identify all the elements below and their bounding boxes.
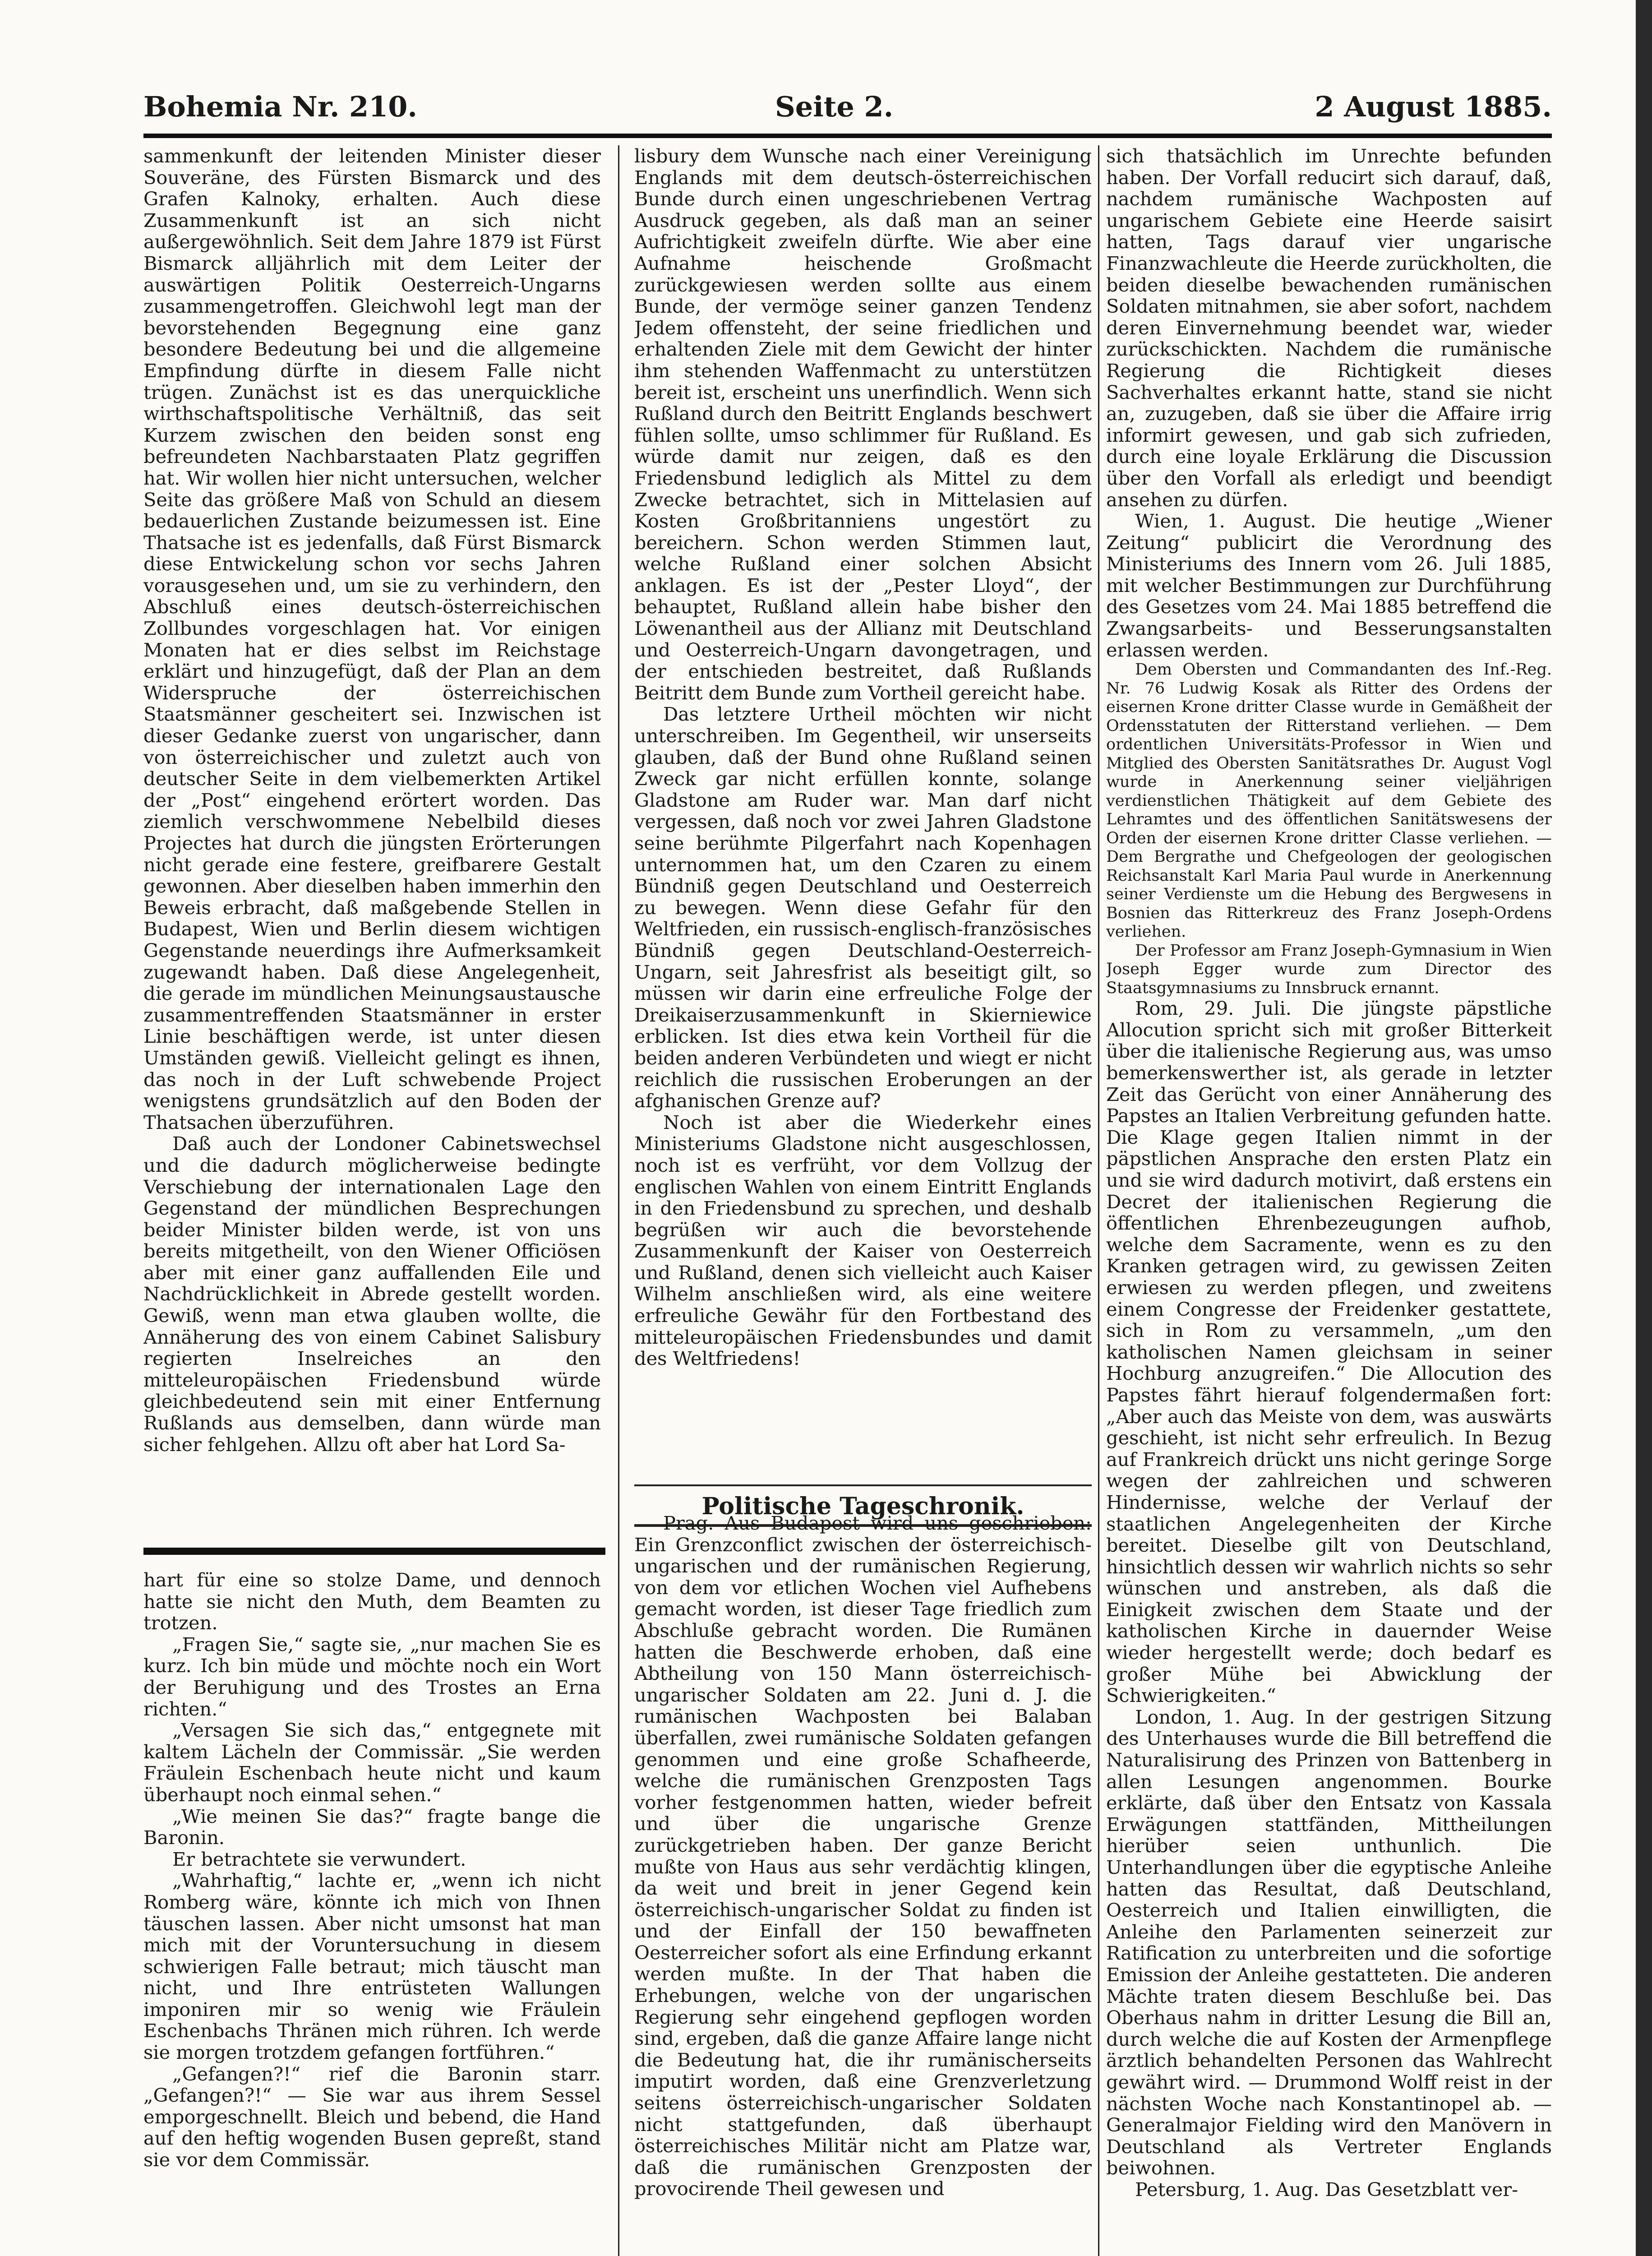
chronicle-paragraph: Rom, 29. Juli. Die jüngste päpstliche Allocution spricht sich mit großer Bitterkeit über die italienische Regierung aus, was umso bemerkenswerther ist, als gerade in letzter Zeit das Gerücht von einer Annäherung des Papstes an Italien Verbreitung gefunden hatte. Die Klage gegen Italien nimmt in der päpstlichen Ansprache den ersten Platz ein und sie wird dadurch motivirt, daß erstens ein Decret der italienischen Regierung die öffentlichen Ehrenbezeugungen aufhob, welche dem Sacramente, wenn es zu den Kranken getragen wird, zu gewissen Zeiten erwiesen zu werden pflegen, und zweitens einem Congresse der Freidenker gestattete, sich in Rom zu versammeln, „um den katholischen Namen gleichsam in seiner Hochburg anzugreifen.“ Die Allocution des Papstes fährt hierauf folgendermaßen fort: „Aber auch das Meiste von dem, was auswärts geschieht, ist nicht sehr erfreulich. In Bezug auf Frankreich drückt uns nicht geringe Sorge wegen der zahlreichen und schweren Hindernisse, welche der Verlauf der staatlichen Angelegenheiten der Kirche bereitet. Dieselbe gilt von Deutschland, hinsichtlich dessen wir wahrlich nichts so sehr wünschen und anstreben, als daß die Einigkeit zwischen dem Staate und der katholischen Kirche in dauernder Weise wieder hergestellt werde; doch bedarf es großer Mühe bei Abwicklung der Schwierigkeiten.“	[1106, 997, 1552, 1707]
header-rule	[143, 134, 1552, 138]
section-rule-top	[634, 1484, 1092, 1486]
article-paragraph: Daß auch der Londoner Cabinetswechsel und die dadurch möglicherweise bedingte Verschiebung der internationalen Lage den Gegenstand der mündlichen Besprechungen beider Minister bilden werde, ist von uns bereits mitgetheilt, von den Wiener Officiösen aber mit einer ganz auffallenden Eile und Nachdrücklichkeit in Abrede gestellt worden. Gewiß, wenn man etwa glauben wollte, die Annäherung des von einem Cabinet Salisbury regierten Inselreiches an den mitteleuropäischen Friedensbund würde gleichbedeutend sein mit einer Entfernung Rußlands aus demselben, dann würde man sicher fehlgehen. Allzu oft aber hat Lord Sa-	[143, 1133, 601, 1456]
chronicle-column	[634, 1512, 1092, 2256]
section-title: Politische Tageschronik.	[701, 1493, 1024, 1520]
page-number: Seite 2.	[775, 90, 894, 123]
leading-article-column-2	[634, 145, 1092, 1481]
feuilleton-paragraph: „Versagen Sie sich das,“ entgegnete mit kaltem Lächeln der Commissär. „Sie werden Fräulein Eschenbach heute nicht und kaum überhaupt noch einmal sehen.“	[143, 1719, 601, 1806]
chronicle-paragraph: Prag. Aus Budapest wird uns geschrieben: Ein Grenzconflict zwischen der österreichisch-ungarischen und der rumänischen Regierung, von dem vor etlichen Wochen viel Aufhebens gemacht worden, ist dieser Tage friedlich zum Abschluße gebracht worden. Die Rumänen hatten die Beschwerde erhoben, daß eine Abtheilung von 150 Mann österreichisch-ungarischer Soldaten am 22. Juni d. J. die rumänischen Wachposten bei Balaban überfallen, zwei rumänische Soldaten gefangen genommen und eine große Schafheerde, welche die rumänischen Grenzposten Tags vorher festgenommen hatten, wieder befreit und über die ungarische Grenze zurückgetrieben haben. Der ganze Bericht mußte von Haus aus sehr verdächtig klingen, da weit und breit in jener Gegend kein österreichisch-ungarischer Soldat zu finden ist und der Einfall der 150 bewaffneten Oesterreicher sofort als eine Erfindung erkannt werden mußte. In der That haben die Erhebungen, welche von der ungarischen Regierung sehr eingehend gepflogen worden sind, ergeben, daß die ganze Affaire lange nicht die Bedeutung hat, die ihr rumänischerseits imputirt worden, daß eine Grenzverletzung seitens österreichisch-ungarischer Soldaten nicht stattgefunden, daß überhaupt österreichisches Militär nicht am Platze war, daß die rumänischen Grenzposten der provocirende Theil gewesen und	[634, 1512, 1092, 2200]
chronicle-paragraph: Petersburg, 1. Aug. Das Gesetzblatt ver-	[1135, 2178, 1518, 2201]
feuilleton-paragraph: hart für eine so stolze Dame, und dennoch hatte sie nicht den Muth, dem Beamten zu trotzen.	[143, 1569, 601, 1634]
appointment-notice: Der Professor am Franz Joseph-Gymnasium in Wien Joseph Egger wurde zum Director des Staatsgymnasiums zu Innsbruck ernannt.	[1106, 941, 1552, 997]
chronicle-paragraph: sich thatsächlich im Unrechte befunden haben. Der Vorfall reducirt sich darauf, daß, nachdem rumänische Wachposten auf ungarischem Gebiete eine Heerde saisirt hatten, Tags darauf vier ungarische Finanzwachleute die Heerde zurückholten, die beiden dieselbe bewachenden rumänischen Soldaten mitnahmen, sie aber sofort, nachdem deren Einvernehmung beendet war, wieder zurückschickten. Nachdem die rumänische Regierung die Richtigkeit dieses Sachverhaltes erkannt hatte, stand sie nicht an, zuzugeben, daß sie über die Affaire irrig informirt gewesen, und gab sich zufrieden, durch eine loyale Erklärung die Discussion über den Vorfall als erledigt und beendigt ansehen zu dürfen.	[1106, 145, 1552, 511]
feuilleton-paragraph: „Wahrhaftig,“ lachte er, „wenn ich nicht Romberg wäre, könnte ich mich von Ihnen täuschen lassen. Aber nicht umsonst hat man mich mit der Voruntersuchung in diesem schwierigen Falle betraut; mich täuscht man nicht, und Ihre entrüsteten Wallungen imponiren mir so wenig wie Fräulein Eschenbachs Thränen mich rühren. Ich werde sie morgen trotzdem gefangen fortführen.“	[143, 1869, 601, 2064]
issue-date: 2 August 1885.	[1315, 90, 1552, 123]
article-paragraph: lisbury dem Wunsche nach einer Vereinigung Englands mit dem deutsch-österreichischen Bunde durch einen ungeschriebenen Vertrag Ausdruck gegeben, als daß man an seiner Aufrichtigkeit zweifeln dürfte. Wie aber eine Aufnahme heischende Großmacht zurückgewiesen werden sollte aus einem Bunde, der vermöge seiner ganzen Tendenz Jedem offensteht, der seine friedlichen und erhaltenden Ziele mit dem Gewicht der hinter ihm stehenden Waffenmacht zu unterstützen bereit ist, erscheint uns unerfindlich. Wenn sich Rußland durch den Beitritt Englands beschwert fühlen sollte, umso schlimmer für Rußland. Es würde damit nur zeigen, daß es den Friedensbund lediglich als Mittel zu dem Zwecke betrachtet, sich in Mittelasien auf Kosten Großbritanniens ungestört zu bereichern. Schon werden Stimmen laut, welche Rußland einer solchen Absicht anklagen. Es ist der „Pester Lloyd“, der behauptet, Rußland allein habe bisher den Löwenantheil aus der Allianz mit Deutschland und Oesterreich-Ungarn davongetragen, und der entschieden bestreitet, daß Rußlands Beitritt dem Bunde zum Vortheil gereicht habe.	[634, 145, 1092, 704]
binding-edge	[1636, 0, 1652, 2256]
feuilleton-paragraph: „Fragen Sie,“ sagte sie, „nur machen Sie es kurz. Ich bin müde und möchte noch ein Wort der Beruhigung und des Trostes an Erna richten.“	[143, 1633, 601, 1720]
article-paragraph: Das letztere Urtheil möchten wir nicht unterschreiben. Im Gegentheil, wir unserseits glauben, daß der Bund ohne Rußland seinen Zweck gar nicht erfüllen konnte, solange Gladstone am Ruder war. Man darf nicht vergessen, daß noch vor zwei Jahren Gladstone seine berühmte Pilgerfahrt nach Kopenhagen unternommen hat, um den Czaren zu einem Bündniß gegen Deutschland und Oesterreich zu bewegen. Wenn diese Gefahr für den Weltfrieden, ein russisch-englisch-französisches Bündniß gegen Deutschland-Oesterreich-Ungarn, seit Jahresfrist als beseitigt gilt, so müssen wir darin eine erfreuliche Folge der Dreikaiserzusammenkunft in Skierniewice erblicken. Ist dies etwa kein Vortheil für die beiden anderen Verbündeten und wiegt er nicht reichlich die russischen Eroberungen an der afghanischen Grenze auf?	[634, 703, 1092, 1112]
column-divider-2	[1098, 145, 1099, 2256]
leading-article-column-1	[143, 145, 601, 1549]
article-paragraph: sammenkunft der leitenden Minister dieser Souveräne, des Fürsten Bismarck und des Grafen Kalnoky, erhalten. Auch diese Zusammenkunft ist an sich nicht außergewöhnlich. Seit dem Jahre 1879 ist Fürst Bismarck alljährlich mit dem Leiter der auswärtigen Politik Oesterreich-Ungarns zusammengetroffen. Gleichwohl legt man der bevorstehenden Begegnung eine ganz besondere Bedeutung bei und die allgemeine Empfindung dürfte in diesem Falle nicht trügen. Zunächst ist es das unerquickliche wirthschaftspolitische Verhältniß, das seit Kurzem zwischen den beiden sonst eng befreundeten Nachbarstaaten Platz gegriffen hat. Wir wollen hier nicht untersuchen, welcher Seite das größere Maß von Schuld an diesem bedauerlichen Zustande beizumessen ist. Eine Thatsache ist es jedenfalls, daß Fürst Bismarck diese Entwickelung schon vor sechs Jahren vorausgesehen und, um sie zu verhindern, den Abschluß eines deutsch-österreichischen Zollbundes vorgeschlagen hat. Vor einigen Monaten hat er dies selbst im Reichstage erklärt und hinzugefügt, daß der Plan an dem Widerspruche der österreichischen Staatsmänner gescheitert sei. Inzwischen ist dieser Gedanke zuerst von ungarischer, dann von österreichischer und zuletzt auch von deutscher Seite in dem vielbemerkten Artikel der „Post“ eingehend erörtert worden. Das ziemlich verschwommene Nebelbild dieses Projectes hat durch die jüngsten Erörterungen nicht gerade eine festere, greifbarere Gestalt gewonnen. Aber dieselben haben immerhin den Beweis erbracht, daß maßgebende Stellen in Budapest, Wien und Berlin diesem wichtigen Gegenstande neuerdings ihre Aufmerksamkeit zugewandt haben. Daß diese Angelegenheit, die gerade im mündlichen Meinungsaustausche zusammentreffenden Staatsmänner in erster Linie beschäftigen werde, ist unter diesen Umständen gewiß. Vielleicht gelingt es ihnen, das noch in der Luft schwebende Project wenigstens grundsätzlich auf den Boden der Thatsachen überzuführen.	[143, 145, 601, 1133]
article-paragraph: Noch ist aber die Wiederkehr eines Ministeriums Gladstone nicht ausgeschlossen, noch ist es verfrüht, vor dem Vollzug der englischen Wahlen von einem Eintritt Englands in den Friedensbund zu sprechen, und deshalb begrüßen wir auch die bevorstehende Zusammenkunft der Kaiser von Oesterreich und Rußland, denen sich vielleicht auch Kaiser Wilhelm anschließen wird, als eine weitere erfreuliche Gewähr für den Fortbestand des mitteleuropäischen Friedensbundes und damit des Weltfriedens!	[634, 1111, 1092, 1370]
newspaper-issue: Bohemia Nr. 210.	[143, 90, 418, 123]
page-header	[143, 82, 1552, 132]
feuilleton-column	[143, 1569, 601, 2256]
feuilleton-paragraph: „Wie meinen Sie das?“ fragte bange die Baronin.	[143, 1805, 601, 1849]
feuilleton-separator	[143, 1548, 605, 1555]
chronicle-column-3	[1106, 145, 1552, 2256]
appointment-notice: Dem Obersten und Commandanten des Inf.-Reg. Nr. 76 Ludwig Kosak als Ritter des Ordens der eisernen Krone dritter Classe wurde in Gemäßheit der Ordensstatuten der Ritterstand verliehen. — Dem ordentlichen Universitäts-Professor in Wien und Mitglied des Obersten Sanitätsrathes Dr. August Vogl wurde in Anerkennung seiner vieljährigen verdienstlichen Thätigkeit auf dem Gebiete des Lehramtes und des öffentlichen Sanitätswesens der Orden der eisernen Krone dritter Classe verliehen. — Dem Bergrathe und Chefgeologen der geologischen Reichsanstalt Karl Maria Paul wurde in Anerkennung seiner Verdienste um die Hebung des Bergwesens in Bosnien das Ritterkreuz des Franz Joseph-Ordens verliehen.	[1106, 661, 1552, 941]
column-divider-1	[618, 145, 619, 2256]
feuilleton-paragraph: „Gefangen?!“ rief die Baronin starr. „Gefangen?!“ — Sie war aus ihrem Sessel emporgeschnellt. Bleich und bebend, die Hand auf den heftig wogenden Busen gepreßt, stand sie vor dem Commissär.	[143, 2062, 601, 2171]
chronicle-paragraph: Wien, 1. August. Die heutige „Wiener Zeitung“ publicirt die Verordnung des Ministeriums des Innern vom 26. Juli 1885, mit welcher Bestimmungen zur Durchführung des Gesetzes vom 24. Mai 1885 betreffend die Zwangsarbeits- und Besserungsanstalten erlassen werden.	[1106, 510, 1552, 661]
chronicle-paragraph: London, 1. Aug. In der gestrigen Sitzung des Unterhauses wurde die Bill betreffend die Naturalisirung des Prinzen von Battenberg in allen Lesungen angenommen. Bourke erklärte, daß über den Entsatz von Kassala Erwägungen stattfänden, Mittheilungen hierüber seien unthunlich. Die Unterhandlungen über die egyptische Anleihe hatten das Resultat, daß Deutschland, Oesterreich und Italien einwilligten, die Anleihe den Parlamenten seinerzeit zur Ratification zu unterbreiten und die sofortige Emission der Anleihe gestatteten. Die anderen Mächte traten diesem Beschluße bei. Das Oberhaus nahm in dritter Lesung die Bill an, durch welche die auf Kosten der Armenpflege ärztlich behandelten Personen das Wahlrecht gewährt wird. — Drummond Wolff reist in der nächsten Woche nach Konstantinopel ab. — Generalmajor Fielding wird den Manövern in Deutschland als Vertreter Englands beiwohnen.	[1106, 1706, 1552, 2179]
feuilleton-paragraph: Er betrachtete sie verwundert.	[172, 1848, 466, 1870]
